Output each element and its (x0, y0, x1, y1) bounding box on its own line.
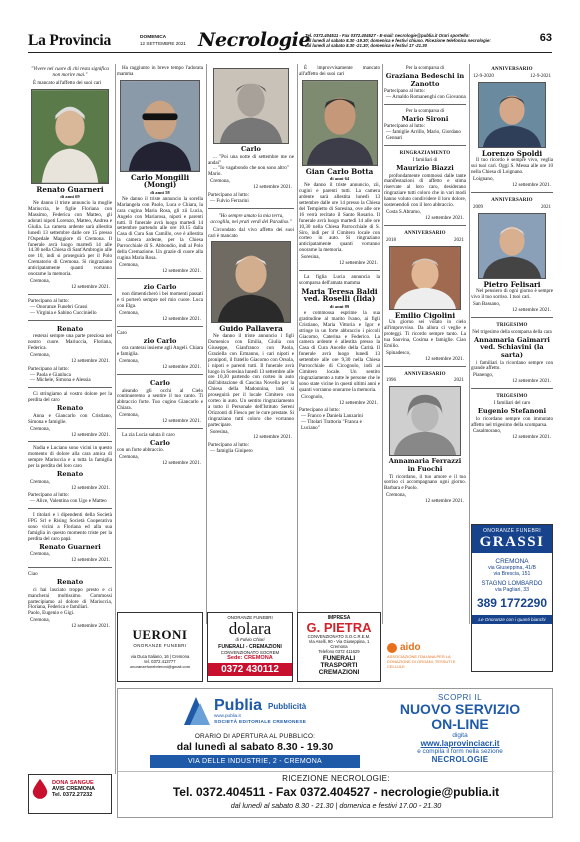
year-end: 2021 (541, 204, 551, 210)
grassi-footer: Le Onoranze con i quanti bianchi (472, 615, 552, 624)
participation-notice (384, 64, 466, 105)
aido-row (385, 640, 467, 655)
participation-heading: Partecipano al lutto: (384, 88, 426, 95)
notice-heading: ANNIVERSARIO (491, 67, 533, 72)
participation-notice (384, 107, 466, 146)
year-end: 2021 (454, 378, 464, 384)
portrait-illustration (214, 69, 288, 143)
pietra-address: Via Aselli, 90 - Via Giuseppina, 1 (308, 639, 370, 644)
portrait-photo (478, 213, 546, 279)
dolara-sub: di Fulvio Chiari (235, 637, 265, 642)
notice-date: 12 settembre 2021. (512, 182, 551, 189)
participation-heading: Partecipano al lutto: (28, 365, 70, 372)
obituary-gian-carlo-botta (299, 64, 380, 271)
participant: — famiglie Arrillo, Mario, Giordano Gennari (386, 129, 461, 142)
column-2 (117, 64, 203, 604)
grassi-top: ONORANZE FUNEBRI (482, 528, 542, 534)
participant: — Paola e Gianluca (30, 371, 71, 378)
deceased-name: Carlo (150, 438, 170, 447)
obituary-renato-guarneri (28, 64, 112, 295)
participation-heading: Partecipano al lutto: (208, 442, 250, 449)
contacts-phone-fax-email: Tel. 0372.404511 - Fax 0372.404527 - necrologie@publia.it (172, 785, 500, 799)
condolence-body: con un forte abbraccio. (117, 447, 164, 454)
ad-aido[interactable] (385, 640, 467, 682)
condolence-notice (117, 431, 203, 470)
notice-place: Cremona, (210, 178, 230, 185)
notice-heading: RINGRAZIAMENTO (399, 151, 451, 157)
deceased-name: Renato Guarneri (36, 184, 104, 194)
condolence-body: I titolari e i dipendenti della Società FPG Srl e Rising Società Cooperativa sono vicini a Floriana ed alla sua famiglia in questo momento triste per la perdita del caro papà (28, 512, 112, 542)
portrait-photo (302, 80, 378, 166)
notice-date: 12 settembre 2021. (425, 214, 464, 221)
dolara-top: ONORANZE FUNEBRI (227, 615, 273, 620)
obituary-quote: "Vivere nel cuore di chi resta significa non morire mai." (31, 66, 109, 78)
portrait-photo (389, 246, 461, 310)
condolence-salutation: Caro (117, 329, 127, 336)
obituary-guido-pallavera (208, 211, 294, 458)
condolence-salutation: Ciao (28, 571, 38, 578)
deceased-name: Gian Carlo Botta (305, 166, 374, 176)
deceased-name: Eugenio Stefanoni (477, 407, 547, 415)
pietra-service: TRASPORTI (320, 662, 358, 669)
column-rule (469, 64, 470, 624)
notice-place: San Bassano, (473, 301, 501, 308)
year-start: 1996 (386, 378, 396, 384)
column-rule (206, 64, 207, 624)
portrait-photo (31, 89, 109, 184)
notice-intro: I familiari del caro (493, 401, 531, 407)
notice-place: Pianengo, (473, 372, 494, 379)
condolence-signature: Mario. (208, 171, 222, 178)
publia-name: Publia (214, 697, 263, 714)
avis-row (29, 775, 111, 802)
newspaper-title: La Provincia (28, 32, 111, 49)
deceased-age: di anni 58 (150, 190, 170, 195)
deceased-name: Carlo (241, 145, 261, 153)
aido-text: ASSOCIAZIONE ITALIANA PER LA DONAZIONE DI ORGANI, TESSUTI E CELLULE (387, 654, 456, 669)
anniversary-body: Il tuo ricordo è sempre vivo, veglia sui tuoi cari. Oggi S. Messa alle ore 10 nella Chiesa di Loignano. (471, 157, 553, 176)
issue-day: DOMENICA (140, 35, 167, 40)
condolence-notice (117, 329, 203, 375)
column-rule (115, 64, 116, 774)
obituary-intro: È improvvisamente mancato all'affetto dei suoi cari (299, 65, 380, 77)
thanks-body: profondamente commossi dalle tante manifestazioni di affetto e stima riservate al loro caro, desiderano ringraziare tutti coloro che in vari modi hanno voluto condividere il loro dolore, sostenendoli con il loro abbraccio. (384, 172, 466, 209)
year-start: 2009 (473, 204, 483, 210)
deceased-name: Maria Teresa Baldi ved. Roselli (Ilda) (301, 286, 378, 304)
obituary-quote: "Ho sempre amato la mia terra, accoglila, nei prati verdi del Paradiso." (210, 212, 292, 225)
obituary-place: Cremona, (119, 261, 139, 268)
ad-grassi[interactable] (471, 524, 553, 672)
participant: — Onoranze Funebri Grassi (30, 303, 88, 310)
condolence-body: non dimenticherò i bei momenti passati e ti porterò sempre nel mio cuore. Luca con Elga. (117, 291, 203, 310)
obituary-maria-teresa-baldi (299, 273, 380, 435)
dolara-name: dolara (228, 619, 272, 638)
column-5 (384, 64, 466, 604)
notice-place: Cremona, (386, 492, 406, 499)
participation-heading: Partecipano al lutto: (299, 407, 341, 414)
portrait-illustration (479, 83, 545, 147)
ueroni-sub: ONORANZE FUNEBRI (133, 643, 187, 648)
notice-place: Loignano, (473, 176, 494, 183)
condolence-notice (117, 377, 203, 429)
notice-date: 12 settembre 2021. (162, 364, 201, 371)
trigesimo-notice (471, 391, 553, 444)
pietra-city: Cremona (330, 644, 348, 649)
office-address: VIA DELLE INDUSTRIE, 2 - CREMONA (150, 755, 360, 768)
notice-date: 12 settembre 2021. (512, 378, 551, 385)
obituary-place: Soresina, (301, 254, 320, 261)
obituary-body: Ne danno il triste annuncio, zii, cugini e parenti tutti. La camera ardente sarà allestita lunedì 13 settembre dalle ore 14 presso la Chiesa del Tempietto di Soresina, ove alle ore 16 verrà recitato il Santo Rosario. Il funerale avrà luogo martedì 14 alle ore 10,30 nella Chiesa Parrocchiale di S. Siro, indi per il Cimitero locale con corteo in auto. Si ringraziano anticipatamente quanti vorranno onorarne la memoria. (299, 182, 380, 254)
ueroni-name: UERONI (132, 627, 188, 642)
notice-place: Spinadesco, (386, 349, 411, 356)
portrait-photo (211, 241, 291, 323)
notice-place: Cremona, (119, 454, 139, 461)
deceased-name: Lorenzo Spoldi (481, 148, 543, 158)
notice-intro: Nel trigesimo della scomparsa della cara (472, 329, 552, 335)
dolara-convention: CONVENZIONATO SOCREM (220, 650, 280, 655)
ueroni-phone: tel. 0372.413777 (144, 659, 176, 664)
condolence-notice (28, 444, 112, 509)
pietra-service: CREMAZIONI (318, 669, 360, 676)
obituary-intro: La figlia Lucia annuncia la scomparsa dell'amata mamma (299, 274, 380, 286)
page-number: 63 (539, 32, 552, 44)
deceased-name: zio Carlo (143, 336, 177, 345)
notice-date: 12 settembre 2021. (512, 307, 551, 314)
notice-intro: Per la scomparsa di (405, 108, 445, 114)
notice-date: 12 settembre 2021. (512, 434, 551, 441)
avis-name: AVIS CREMONA (52, 785, 96, 792)
obituary-place: Cicognolo, (301, 393, 324, 400)
notice-date: 12 settembre 2021. (253, 184, 292, 191)
grassi-city: CREMONA (495, 558, 529, 565)
deceased-name: Graziana Bedeschi in Zanotto (385, 71, 465, 88)
column-1 (28, 64, 112, 772)
avis-phone: Tel. 0372.27232 (52, 791, 93, 798)
notice-date: 12 settembre 2021. (162, 460, 201, 467)
obituary-body: Ne danno il triste annuncio i figli Domenico con Emilia, Giulia con Giuseppe, Gianfranco con Paola, Graziella con Ermanno, i cari nipoti e pronipoti, il fratello Giacomo con Orsola, i nipoti e parenti tutti. Il funerale avrà luogo in Soresina lunedì 13 settembre alle ore 10,30 partendo con corteo in auto dall'abitazione di Cascina Novella per la Chiesa della Madonnina, indi si proseguirà per il locale Cimitero con corteo in auto. Un sentito ringraziamento a tutto il Personale dell'Istituto Sereni Orizzonti di Fiesco per le cure prestate. Si ringraziano tutti coloro che vorranno partecipare. (208, 333, 294, 428)
deceased-name: Renato (56, 578, 84, 587)
ad-dolara[interactable] (207, 612, 293, 682)
notice-date: 12 settembre 2021. (425, 355, 464, 362)
publia-logo (178, 695, 328, 727)
portrait-illustration (32, 90, 108, 183)
dolara-phone: 0372 430112 (208, 663, 292, 676)
blood-drop-icon (32, 778, 48, 799)
promo-section: NECROLOGIE (431, 755, 489, 764)
condolence-body: Anna e Giancarlo con Cristiano, Simona e famiglie. (28, 412, 112, 425)
notice-place: Cremona, (30, 617, 50, 624)
anniversary-body: Un giorno sei volato in cielo all'improvviso. Da allora ci veglie e proteggi. Ti ricordo sempre tanto. La tua Sauvina, Cosima e famiglie. Ciao Emilio. (384, 319, 466, 349)
portrait-photo (120, 80, 200, 172)
participation-heading: Partecipano al lutto: (208, 192, 250, 199)
condolence-notice (28, 511, 112, 568)
condolence-notice (28, 323, 112, 389)
trigesimo-body: i familiari la ricordano sempre con grande affetto. (471, 359, 553, 372)
obituary-body: Ne danno il triste annuncio la moglie Mariuccia, le figlie Floriana con Massimo, Federica con Matteo, gli adorati nipoti Lorenzo, Matteo, Andrea e Giulia. La camera ardente sarà allestita lunedì 13 settembre dalle ore 15 presso l'Ospedale Maggiore di Cremona. Il funerale avrà luogo martedì 14 alle 14.30 nella Chiesa di Sant'Ambrogio alle ore 10, indi si proseguirà per il Polo Crematorio di Cremona. Si ringraziano anticipatamente quanti vorranno onorarne la memoria. (28, 200, 112, 278)
pietra-name: G. PIETRA (306, 620, 372, 635)
participant: — Arnaldo Romanenghi con Giovanna (386, 94, 466, 100)
deceased-name: Guido Pallavera (219, 324, 283, 334)
column-4 (299, 64, 380, 604)
trigesimo-notice (471, 320, 553, 389)
condolence-body: ... "Io vagabondo che non sono altro" (213, 165, 289, 172)
ad-ueroni[interactable] (117, 612, 203, 682)
promo-headline: ON-LINE (431, 716, 489, 732)
contacts-heading: RICEZIONE NECROLOGIE: (282, 774, 390, 783)
issue-date (140, 34, 186, 46)
contact-line-1: Tel. 0372.404511 - Fax 0372.404527 - E-mail: necrologie@publia.it Orari sportello: (305, 33, 470, 38)
obituary-place: Soresina, (210, 428, 229, 435)
grassi-address: via Pagliari, 33 (494, 587, 530, 593)
grassi-banner (472, 525, 552, 553)
ad-avis[interactable] (28, 774, 112, 814)
grassi-address: via Brescia, 151 (493, 571, 531, 577)
notice-place: Cremona, (30, 478, 50, 485)
publia-pubblicita: Pubblicità (268, 702, 307, 711)
anniversary-years (384, 238, 466, 244)
promo-line: digita (452, 732, 468, 739)
portrait-photo (213, 68, 289, 144)
anniversary-body: Ti ricordano, il tuo amore e il tuo sorriso ci accompagnano ogni giorno. Barbara e Paolo. (384, 473, 466, 492)
year-end: 12-9-2021 (530, 73, 551, 79)
notice-date: 12 settembre 2021. (71, 431, 110, 438)
column-rule (297, 64, 298, 624)
notice-heading: TRIGESIMO (496, 322, 528, 328)
contact-line-3: dal lunedì al sabato 8.30 -21.30; domenica e festivi 17 -21.30 (305, 43, 428, 49)
year-end: 2021 (454, 237, 464, 243)
anniversary-body: Nel pensiero di ogni giorno è sempre vivo il tuo sorriso. I tuoi cari. (471, 288, 553, 301)
deceased-age: di anni 64 (329, 176, 350, 182)
deceased-name: Carlo Mongilli (Mongi) (130, 172, 190, 190)
pietra-service: FUNERALI (322, 655, 356, 662)
portrait-illustration (121, 81, 199, 171)
notice-date: 12 settembre 2021. (71, 623, 110, 630)
deceased-name: Renato Guarneri (39, 542, 101, 551)
avis-slogan: DONA SANGUE (52, 779, 94, 786)
grassi-city: STAGNO LOMBARDO (481, 581, 543, 587)
dolara-services: FUNERALI - CREMAZIONI (218, 644, 282, 650)
ueroni-email: onoranzefunebrieroni@gmail.com (129, 664, 191, 669)
obituary-body: e commossa esprime la sua gratitudine al marito Ivano, ai figli Cristiano, Maria Vittoria e Igor e stringe in un forte abbraccio i piccoli Giacomo, Caterina e Federico. La camera ardente è allestita presso la Casa di Cura Ancelle della Carità. Il funerale avrà luogo lunedì 13 settembre alle ore 9,30 nella Chiesa Parrocchiale di Cicognolo, indi al Cimitero locale. Un sentito ringraziamento a tutte le persone che le sono state vicine in questi ultimi anni e quanti vorranno onorarne la memoria. (299, 309, 380, 393)
notice-place: Cremona, (30, 351, 50, 358)
portrait-photo (478, 82, 546, 148)
obituary-date: 12 settembre 2021. (339, 399, 378, 406)
notice-date: 12 settembre 2021. (71, 357, 110, 364)
anniversary-notice (471, 64, 553, 193)
notice-place: Casalmorano, (473, 428, 502, 435)
page-header (28, 31, 552, 53)
deceased-name: Renato (56, 404, 84, 413)
deceased-name: Pietro Felisari (483, 279, 541, 289)
grassi-name: GRASSI (479, 534, 545, 550)
condolence-notice (28, 390, 112, 442)
year-start: 12-9-2020 (473, 73, 494, 79)
pietra-convention: CONVENZIONATO S.O.C.R.E.M. (307, 634, 371, 639)
ueroni-address: via Duca Italiano, 16 | Cremona (130, 654, 190, 659)
condolence-body: aleando gli occhi al Cielo continueremo a sentire il tuo canto. Ti abbraccio forte. Tuo cugino Giancarlo e Chiara. (117, 387, 203, 412)
anniversary-notice (384, 369, 466, 509)
contact-info (305, 33, 553, 49)
condolence-notice (117, 281, 203, 327)
participant: — Virginia e Sabino Cucciniello (30, 309, 97, 316)
condolence-body: La zia Lucia saluta il caro (122, 431, 175, 438)
obituary-intro: È mancato all'affetto dei suoi cari (33, 79, 102, 86)
obituary-date: 12 settembre 2021. (162, 267, 201, 274)
notice-date: 12 settembre 2021. (71, 557, 110, 564)
portrait-illustration (390, 247, 460, 309)
deceased-name: Annamaria Gaimarri ved. Schiavini (la sarta) (474, 335, 550, 359)
obituary-intro: Ha raggiunto in breve tempo l'adorata mamma (117, 65, 203, 77)
obituary-date: 12 settembre 2021. (339, 260, 378, 267)
condolence-body: Ci stringiamo al vostro dolore per la perdita del caro (28, 391, 112, 404)
publia-banner[interactable] (117, 688, 553, 818)
participant: — Titolari Trattoria "Franca e Luciano" (301, 419, 362, 432)
condolence-notice (28, 570, 112, 633)
obituary-body: Ne danno il triste annuncio la sorella Mariangela con Paolo, Luca e Chiara, la cara cugina Maria Rosa, gli zii Lucia, Angelo con Mariarosa, nipoti e parenti tutti. Il funerale avrà luogo martedì 14 settembre partendo alle ore 10.15 dalla Casa di Cura San Camillo, ove è allestita la camera ardente, per la Chiesa Parrocchiale di S. Abbondio, indi al Polo della Cremazione. Un grazie di cuore alla cugina Maria Rosa. (117, 195, 203, 261)
notice-date: 12 settembre 2021. (162, 418, 201, 425)
notice-heading: ANNIVERSARIO (404, 371, 446, 377)
portrait-illustration (479, 214, 545, 278)
ad-pietra[interactable] (297, 612, 381, 682)
deceased-age: di anni 89 (329, 304, 350, 309)
participant: — Franco e Daniela Lanzarini (301, 413, 363, 420)
condolence-body: ... "Poi una notte di settembre me ne andai" (208, 153, 294, 166)
notice-intro: I familiari di (412, 158, 438, 164)
deceased-name: Renato (56, 324, 84, 333)
notice-heading: ANNIVERSARIO (491, 197, 533, 203)
deceased-name: Annamaria Ferrazzi in Fuochi (388, 457, 462, 473)
notice-place: Cremona, (119, 412, 139, 419)
notice-date: 12 settembre 2021. (162, 315, 201, 322)
notice-intro: Per la scomparsa di (405, 66, 445, 71)
deceased-age: di anni 69 (60, 194, 80, 200)
obituary-place: Cremona, (30, 278, 50, 284)
promo-headline: NUOVO SERVIZIO (399, 701, 521, 717)
participation-heading: Partecipano al lutto: (28, 297, 70, 304)
column-3 (208, 64, 294, 604)
section-title: Necrologie (198, 29, 311, 51)
aido-logo-icon (387, 643, 397, 653)
portrait-illustration (303, 81, 377, 165)
notice-heading: ANNIVERSARIO (404, 230, 446, 236)
column-6 (471, 64, 553, 504)
opening-hours (150, 733, 360, 768)
portrait-illustration (390, 387, 460, 455)
deceased-name: Mario Sironi (401, 114, 449, 123)
anniversary-years (471, 205, 553, 211)
grassi-address: via Giuseppina, 41/B (488, 565, 536, 571)
participant: — Fulvio Ferrarini (210, 197, 249, 204)
promo-website-link[interactable]: www.laprovinciacr.it (420, 739, 500, 748)
participation-heading: Partecipano al lutto: (384, 123, 426, 130)
issue-date-text: 12 SETTEMBRE 2021 (140, 40, 186, 46)
condolence-signature: Paolo, Eugenio e Gigi. (28, 610, 75, 617)
anniversary-notice (471, 195, 553, 318)
online-service-promo (370, 693, 550, 764)
condolence-body: resterai sempre una parte preziosa nel nostro cuore. Mariuccia, Floriana, Federica. (28, 333, 112, 351)
notice-date: 12 settembre 2021. (71, 484, 110, 491)
anniversary-notice (384, 228, 466, 367)
participation-notice (28, 297, 112, 321)
thanks-notice (384, 148, 466, 226)
deceased-name: Carlo (150, 378, 170, 387)
trigesimo-body: lo ricordano sempre con immutato affetto nel trigesimo della scomparsa. (471, 415, 553, 428)
anniversary-years (471, 74, 553, 80)
deceased-name: Emilio Cigolini (394, 310, 456, 320)
condolence-body: Nadia e Luciano sono vicini in questo momento di dolore alla cara amica di sempre Mariuccia e a tutta la famiglia per la perdita del loro caro (28, 445, 112, 470)
participant: — famiglia Ginipero (210, 448, 253, 455)
grassi-phone: 389 1772290 (476, 596, 548, 610)
deceased-name: zio Carlo (143, 282, 177, 291)
promo-line: SCOPRI IL (437, 693, 483, 702)
hours-value: dal lunedì al sabato 8.30 - 19.30 (176, 741, 334, 753)
hours-label: ORARIO DI APERTURA AL PUBBLICO: (194, 733, 316, 740)
notice-heading: TRIGESIMO (496, 394, 528, 400)
obituary-date: 12 settembre 2021. (253, 434, 292, 441)
deceased-name: Maurizio Biazzi (396, 163, 454, 172)
obituary-carlo-mongilli (117, 64, 203, 279)
year-start: 2018 (386, 237, 396, 243)
publia-tagline: SOCIETÀ EDITORIALE CREMONESE (214, 720, 307, 725)
condolence-notice (208, 64, 294, 209)
publia-url: www.publia.it (214, 713, 241, 718)
avis-text (52, 780, 95, 798)
pietra-top: IMPRESA (327, 615, 351, 621)
column-rule (382, 64, 383, 624)
pietra-phone: Telefono 0372 411629 (318, 649, 360, 654)
notice-place: Cremona, (30, 551, 50, 558)
dolara-seat: Sede: CREMONA (227, 655, 273, 661)
notice-date: 12 settembre 2021. (425, 498, 464, 505)
contact-line-2: dal lunedì al sabato 8.30 -19.30; domenica e festivi chiuso. Ricezione telefonica necrologie: (305, 38, 491, 44)
notice-place: Costa S.Abramo, (386, 208, 421, 215)
portrait-photo (389, 386, 461, 456)
obituary-contacts (118, 771, 554, 810)
promo-line: e compila il form nella sezione (417, 748, 503, 755)
notice-place: Cremona, (30, 425, 50, 432)
contacts-hours: dal lunedì al sabato 8.30 - 21.30 | domenica e festivi 17.00 - 21.30 (230, 801, 442, 810)
aido-name: aido (400, 642, 421, 653)
obituary-intro: Circondato dal vivo affetto dei suoi cari è mancato (208, 226, 294, 239)
condolence-body: ci hai lasciato troppo presto e ci mancherai moltissimo. Commossi partecipiamo al dolore di Mariuccia, Floriana, Federica e familiari. (28, 586, 112, 611)
notice-place: Cremona, (119, 358, 139, 365)
deceased-name: Renato (56, 470, 84, 479)
participant: — Alice, Valentina con Ugo e Matteo (30, 498, 107, 505)
condolence-body: ora canterai insieme agli Angeli. Chiara e famiglia. (117, 345, 203, 358)
anniversary-years (384, 378, 466, 384)
participant: — Michele, Simona e Alessia (30, 377, 91, 384)
obituary-date: 12 settembre 2021. (71, 283, 110, 290)
participation-heading: Partecipano al lutto: (28, 492, 70, 499)
portrait-illustration (212, 242, 290, 322)
notice-place: Cremona, (119, 310, 139, 316)
